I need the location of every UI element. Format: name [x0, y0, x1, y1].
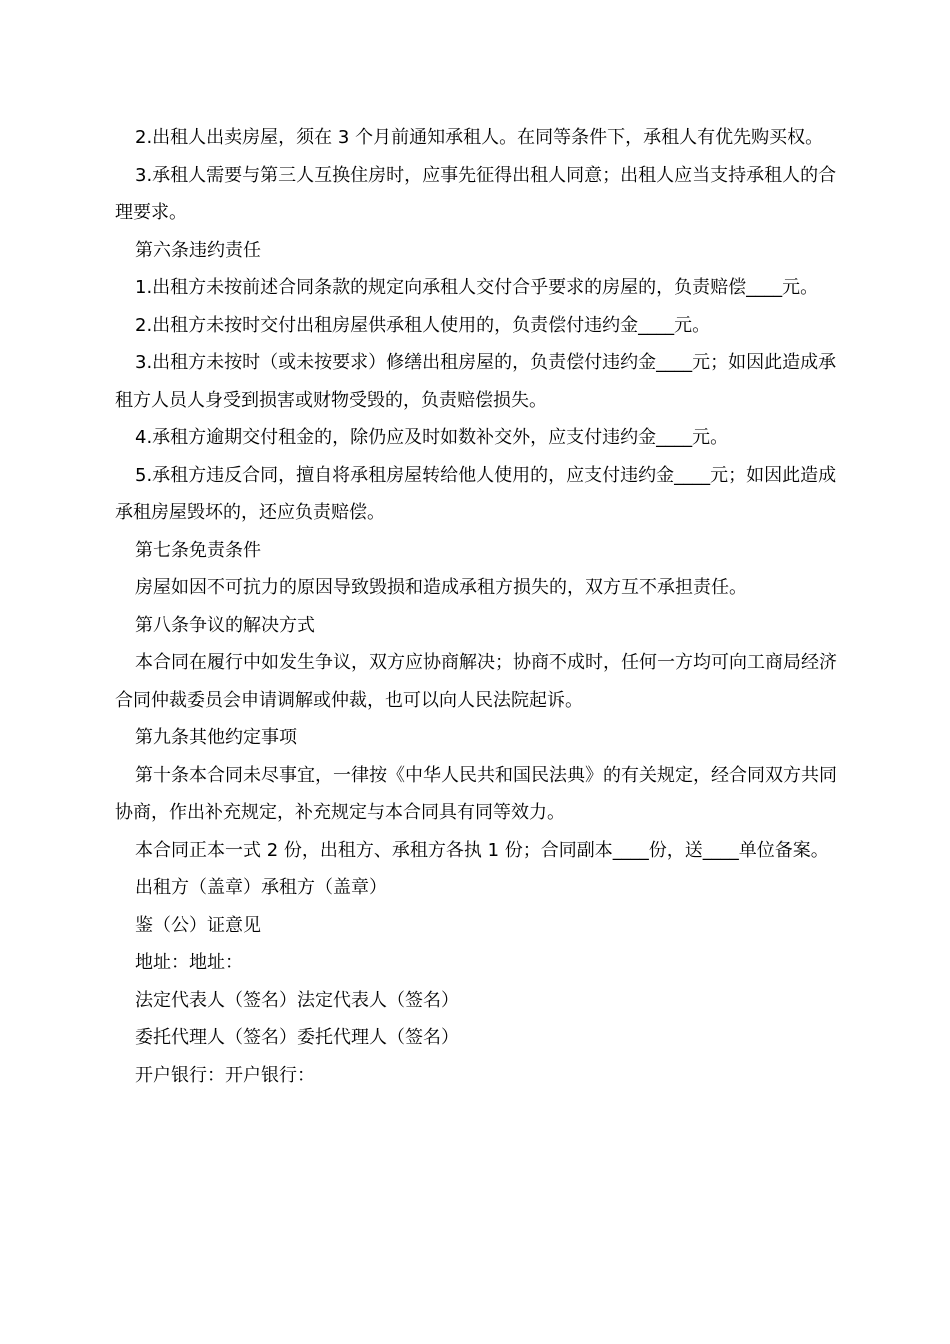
- clause-6-item-1: 1.出租方未按前述合同条款的规定向承租人交付合乎要求的房屋的，负责赔偿____元。: [135, 277, 819, 298]
- clause-5-item-2: 2.出租人出卖房屋，须在 3 个月前通知承租人。在同等条件下，承租人有优先购买权。: [135, 127, 824, 148]
- address-line: 地址：地址：: [135, 952, 243, 973]
- clause-7-heading: 第七条免责条件: [135, 539, 261, 561]
- clause-6-item-3: 3.出租方未按时（或未按要求）修缮出租房屋的，负责偿付违约金____元；如因此造成承租方人员人身受到损害或财物受毁的，负责赔偿损失。: [115, 352, 837, 411]
- copies-text: 本合同正本一式 2 份，出租方、承租方各执 1 份；合同副本____份，送____单位备案。: [135, 839, 829, 861]
- clause-8-heading: 第八条争议的解决方式: [135, 614, 315, 636]
- clause-6-heading: 第六条违约责任: [135, 239, 261, 261]
- clause-6-item-4: 4.承租方逾期交付租金的，除仍应及时如数补交外，应支付违约金____元。: [135, 427, 729, 448]
- bank-line: 开户银行：开户银行：: [135, 1064, 315, 1086]
- clause-8-text: 本合同在履行中如发生争议，双方应协商解决；协商不成时，任何一方均可向工商局经济合同仲裁委员会申请调解或仲裁，也可以向人民法院起诉。: [115, 652, 837, 711]
- document-body: [115, 119, 837, 1094]
- clause-6-item-2: 2.出租方未按时交付出租房屋供承租人使用的，负责偿付违约金____元。: [135, 314, 711, 336]
- notary-opinion-line: 鉴（公）证意见: [135, 914, 261, 936]
- seal-line: 出租方（盖章）承租方（盖章）: [135, 877, 387, 898]
- clause-7-text: 房屋如因不可抗力的原因导致毁损和造成承租方损失的，双方互不承担责任。: [135, 577, 747, 598]
- clause-9-heading: 第九条其他约定事项: [135, 727, 297, 748]
- clause-5-item-3: 3.承租人需要与第三人互换住房时，应事先征得出租人同意；出租人应当支持承租人的合理要求。: [115, 164, 837, 223]
- legal-rep-line: 法定代表人（签名）法定代表人（签名）: [135, 989, 459, 1011]
- clause-6-item-5: 5.承租方违反合同，擅自将承租房屋转给他人使用的，应支付违约金____元；如因此造成承租房屋毁坏的，还应负责赔偿。: [115, 464, 837, 523]
- clause-10-text: 第十条本合同未尽事宜，一律按《中华人民共和国民法典》的有关规定，经合同双方共同协商，作出补充规定，补充规定与本合同具有同等效力。: [115, 764, 837, 823]
- agent-line: 委托代理人（签名）委托代理人（签名）: [135, 1027, 459, 1048]
